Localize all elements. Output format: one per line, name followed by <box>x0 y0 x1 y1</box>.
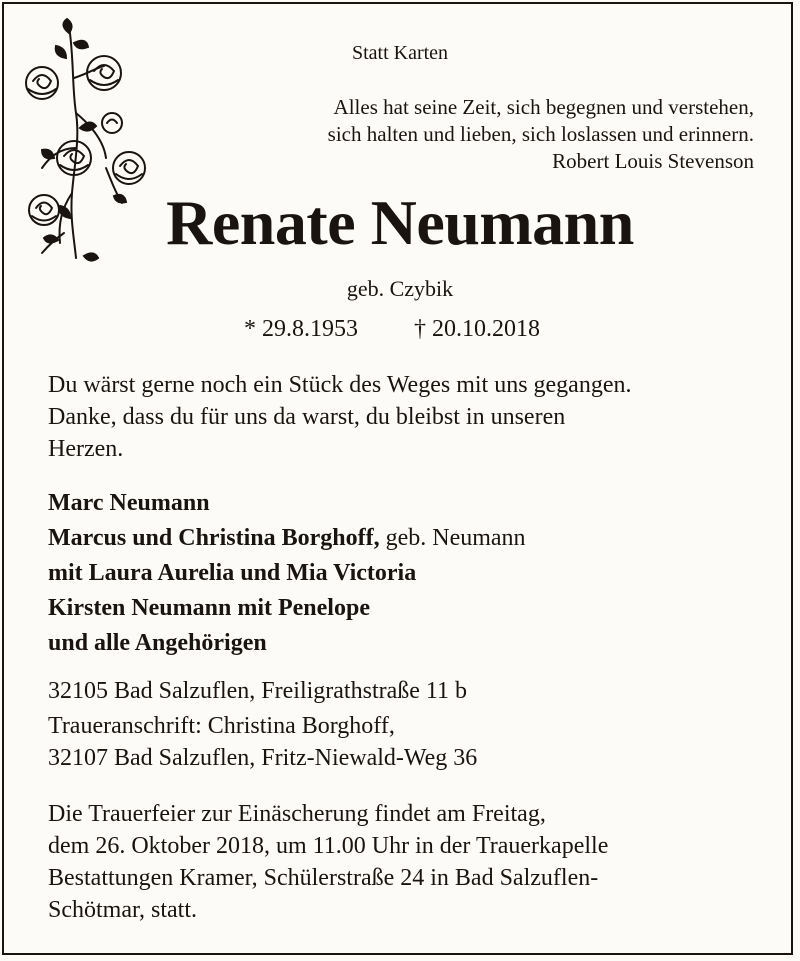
message-line: Du wärst gerne noch ein Stück des Weges mit uns gegangen. <box>48 372 632 398</box>
ceremony-line: Die Trauerfeier zur Einäscherung findet am Freitag, <box>48 801 546 827</box>
message-line: Herzen. <box>48 436 124 462</box>
mourner-line <box>48 524 526 553</box>
mourning-address-label: Traueranschrift: Christina Borghoff, <box>48 713 395 739</box>
mourner-line: mit Laura Aurelia und Mia Victoria <box>48 560 417 586</box>
mourning-address: 32107 Bad Salzuflen, Fritz-Niewald-Weg 36 <box>48 745 478 771</box>
statt-karten-label: Statt Karten <box>351 42 449 64</box>
quote-line: Alles hat seine Zeit, sich begegnen und verstehen, <box>333 95 754 119</box>
ceremony-line: Bestattungen Kramer, Schülerstraße 24 in Bad Salzuflen- <box>48 865 599 891</box>
mourner-line: Marc Neumann <box>48 490 210 516</box>
death-date: † 20.10.2018 <box>414 316 540 342</box>
quote-author: Robert Louis Stevenson <box>552 149 754 173</box>
residence-address: 32105 Bad Salzuflen, Freiligrathstraße 11 b <box>48 678 468 704</box>
ceremony-line: Schötmar, statt. <box>48 897 198 923</box>
ceremony-line: dem 26. Oktober 2018, um 11.00 Uhr in der Trauerkapelle <box>48 833 609 859</box>
deceased-name: Renate Neumann <box>166 187 634 258</box>
mourner-line: Kirsten Neumann mit Penelope <box>48 595 370 621</box>
mourner-line: und alle Angehörigen <box>48 630 267 656</box>
mourner-names: Marcus und Christina Borghoff, <box>48 525 380 551</box>
birth-name: geb. Czybik <box>346 276 454 301</box>
mourner-birth-name: geb. Neumann <box>379 525 526 551</box>
birth-date: * 29.8.1953 <box>244 316 358 342</box>
quote-line: sich halten und lieben, sich loslassen und erinnern. <box>327 122 754 146</box>
message-line: Danke, dass du für uns da warst, du bleibst in unseren <box>48 404 566 430</box>
